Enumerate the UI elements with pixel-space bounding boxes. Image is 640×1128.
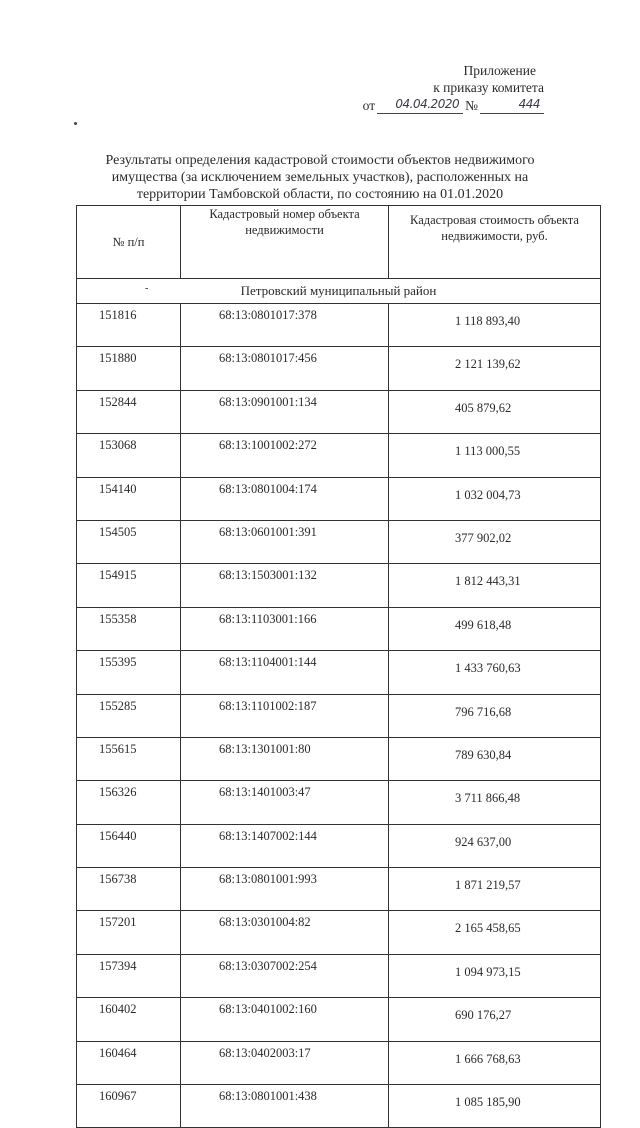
handwritten-number: 444 [480,96,544,114]
row-number: 152844 [77,390,181,433]
cadastral-number: 68:13:1301001:80 [181,737,389,780]
cadastral-number: 68:13:1407002:144 [181,824,389,867]
appendix-order-ref: к приказу комитета [433,80,544,95]
table-row [77,911,601,954]
cadastral-number: 68:13:1103001:166 [181,607,389,650]
table-row [77,520,601,563]
row-number: 154140 [77,477,181,520]
cadastral-value: 3 711 866,48 [389,781,601,824]
header-cadastral-value: Кадастровая стоимость объекта недвижимости, руб. [389,206,601,279]
row-number: 155395 [77,651,181,694]
cadastral-number: 68:13:1101002:187 [181,694,389,737]
row-number: 160402 [77,998,181,1041]
table-row [77,564,601,607]
cadastral-value: 2 165 458,65 [389,911,601,954]
table-row [77,390,601,433]
row-number: 160967 [77,1085,181,1128]
district-row [77,279,601,304]
table-row [77,998,601,1041]
row-number: 151816 [77,304,181,347]
cadastral-value: 1 871 219,57 [389,868,601,911]
cadastral-number: 68:13:0402003:17 [181,1041,389,1084]
table-row [77,868,601,911]
cadastral-value: 789 630,84 [389,737,601,780]
cadastral-number: 68:13:0801017:378 [181,304,389,347]
cadastral-value: 1 812 443,31 [389,564,601,607]
row-number: 157201 [77,911,181,954]
cadastral-value: 2 121 139,62 [389,347,601,390]
cadastral-table [76,205,601,1128]
handwritten-date: 04.04.2020 [377,96,463,114]
number-label: № [465,98,478,113]
table-row [77,347,601,390]
document-title: Результаты определения кадастровой стоимости объектов недвижимого имущества (за исключением земельных участков), расположенных на территории Тамбовской области, по состоянию на 01.01.2020 [105,153,535,202]
cadastral-value: 690 176,27 [389,998,601,1041]
cadastral-number: 68:13:1104001:144 [181,651,389,694]
row-number: 155615 [77,737,181,780]
cadastral-number: 68:13:0307002:254 [181,954,389,997]
cadastral-number: 68:13:0801001:438 [181,1085,389,1128]
cadastral-number: 68:13:0801017:456 [181,347,389,390]
cadastral-number: 68:13:0601001:391 [181,520,389,563]
cadastral-value: 377 902,02 [389,520,601,563]
table-row [77,477,601,520]
cadastral-number: 68:13:0801004:174 [181,477,389,520]
cadastral-value: 1 085 185,90 [389,1085,601,1128]
cadastral-value: 405 879,62 [389,390,601,433]
row-number: 153068 [77,434,181,477]
cadastral-value: 1 113 000,55 [389,434,601,477]
cadastral-value: 1 032 004,73 [389,477,601,520]
row-number: 156738 [77,868,181,911]
cadastral-value: 1 433 760,63 [389,651,601,694]
appendix-date-number [363,96,544,114]
cadastral-number: 68:13:0901001:134 [181,390,389,433]
table-header-row [77,206,601,279]
row-number: 157394 [77,954,181,997]
district-dash: - [145,283,149,294]
cadastral-number: 68:13:0301004:82 [181,911,389,954]
table-row [77,1085,601,1128]
table-row [77,694,601,737]
table-row [77,1041,601,1084]
cadastral-number: 68:13:0801001:993 [181,868,389,911]
header-number: № п/п [77,206,181,279]
appendix-block [363,62,544,114]
row-number: 154915 [77,564,181,607]
cadastral-number: 68:13:0401002:160 [181,998,389,1041]
district-name: Петровский муниципальный район [240,283,437,298]
appendix-title: Приложение [463,63,536,78]
cadastral-value: 1 666 768,63 [389,1041,601,1084]
cadastral-value: 796 716,68 [389,694,601,737]
cadastral-value: 924 637,00 [389,824,601,867]
table-row [77,434,601,477]
table-row [77,304,601,347]
row-number: 155358 [77,607,181,650]
cadastral-number: 68:13:1001002:272 [181,434,389,477]
table-row [77,651,601,694]
row-number: 156326 [77,781,181,824]
row-number: 154505 [77,520,181,563]
row-number: 155285 [77,694,181,737]
scan-speck [74,122,77,125]
table-row [77,781,601,824]
cadastral-value: 499 618,48 [389,607,601,650]
cadastral-number: 68:13:1503001:132 [181,564,389,607]
cadastral-number: 68:13:1401003:47 [181,781,389,824]
from-label: от [362,98,376,113]
table-row [77,954,601,997]
table-row [77,607,601,650]
table-row [77,824,601,867]
row-number: 160464 [77,1041,181,1084]
cadastral-value: 1 094 973,15 [389,954,601,997]
cadastral-value: 1 118 893,40 [389,304,601,347]
table-row [77,737,601,780]
row-number: 151880 [77,347,181,390]
row-number: 156440 [77,824,181,867]
header-cadastral-number: Кадастровый номер объекта недвижимости [181,206,389,279]
